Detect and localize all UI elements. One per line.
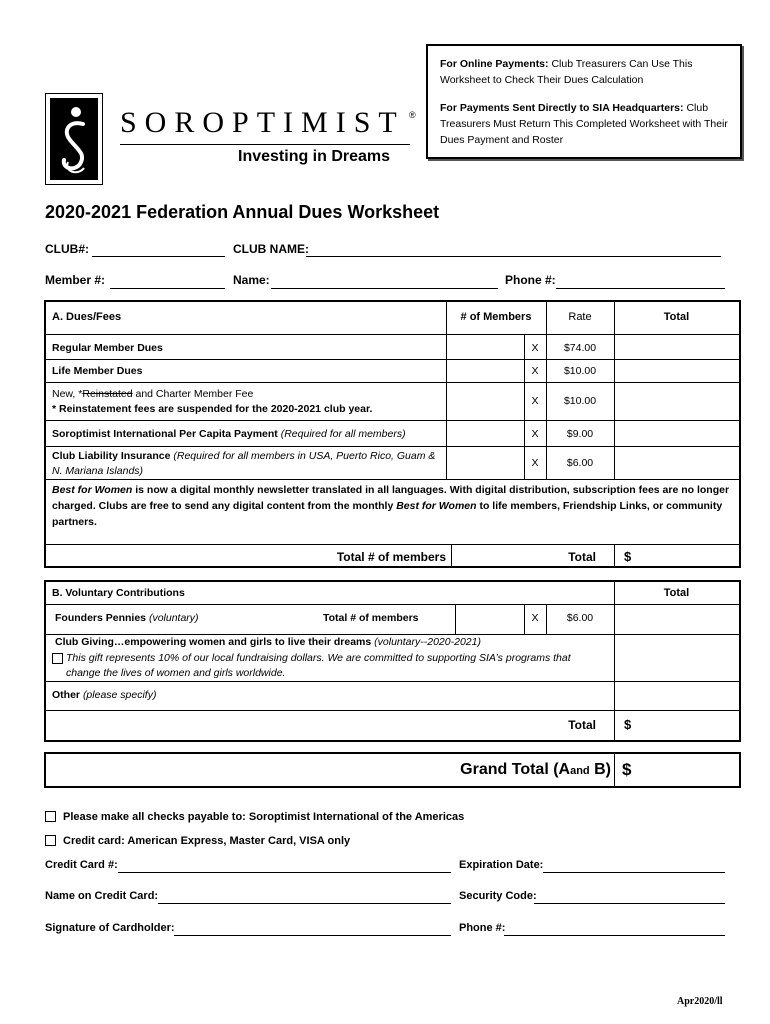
s-swirl-icon [50,98,100,182]
checks-checkbox[interactable] [45,811,56,822]
row-per-capita-rate: $9.00 [566,428,594,440]
col-rate-header: Rate [568,311,592,323]
row-per-capita-x: X [531,428,539,440]
founders-pennies-label: Founders Pennies (voluntary) [55,612,199,624]
row-liability-rate: $6.00 [566,457,594,469]
section-b-total-label: Total [568,718,596,732]
section-b-total-header: Total [663,587,690,599]
club-name-label: CLUB NAME: [233,242,309,256]
grand-total-label: Grand Total (Aand B) [460,761,611,778]
expiration-field[interactable] [543,872,725,873]
phone-label: Phone #: [505,273,556,287]
club-number-field[interactable] [92,256,225,257]
brand-name: SOROPTIMIST [120,106,405,139]
row-regular-dues-total-input[interactable] [615,335,739,359]
section-a-total-label: Total [568,550,596,564]
row-liability-members-input[interactable] [447,447,524,479]
row-life-dues-label: Life Member Dues [52,365,143,377]
section-a-header: A. Dues/Fees [52,311,122,323]
member-number-label: Member #: [45,273,106,287]
row-life-dues-total-input[interactable] [615,360,739,382]
founders-x: X [531,612,539,624]
page-title: 2020-2021 Federation Annual Dues Worksheet [45,202,440,222]
row-per-capita-label: Soroptimist International Per Capita Payment (Required for all members) [52,428,406,440]
row-liability-x: X [531,457,539,469]
row-life-dues-members-input[interactable] [447,360,524,382]
col-members-header: # of Members [460,311,532,323]
signature-field[interactable] [174,935,451,936]
newsletter-notice: Best for Women is now a digital monthly newsletter translated in all languages. With digital distribution, subscription fees are no longer charged. Clubs are free to send any digital content from the monthly Best for Women to life members, Friendship Links, or community partners. [52,484,730,528]
phone-field[interactable] [556,288,725,289]
section-b-header: B. Voluntary Contributions [52,587,185,599]
dues-fees-table [44,300,741,568]
cc-number-label: Credit Card #: [45,859,118,871]
row-regular-dues-label: Regular Member Dues [52,342,163,354]
row-life-dues-x: X [531,365,539,377]
row-liability-total-input[interactable] [615,447,739,479]
voluntary-contributions-table [44,580,741,742]
security-code-label: Security Code: [459,890,537,902]
signature-label: Signature of Cardholder: [45,922,175,934]
club-name-field[interactable] [306,256,721,257]
registered-mark: ® [409,110,416,120]
expiration-label: Expiration Date: [459,859,544,871]
row-new-member-total-input[interactable] [615,383,739,420]
club-giving-gift-text: This gift represents 10% of our local fundraising dollars. We are committed to supporting SIA’s programs that change the lives of women and girls worldwide. [66,652,571,679]
row-regular-dues-rate: $74.00 [563,342,597,354]
club-giving-label: Club Giving…empowering women and girls to live their dreams (voluntary--2020-2021) [55,636,481,648]
security-code-field[interactable] [534,903,725,904]
section-a-total-dollar[interactable]: $ [624,549,632,564]
credit-card-label: Credit card: American Express, Master Card, VISA only [63,835,351,847]
founders-rate: $6.00 [566,612,594,624]
cardholder-phone-field[interactable] [504,935,725,936]
section-b-total-dollar[interactable]: $ [624,717,632,732]
row-new-member-x: X [531,395,539,407]
row-per-capita-total-input[interactable] [615,421,739,446]
row-per-capita-members-input[interactable] [447,421,524,446]
row-new-member-note: * Reinstatement fees are suspended for the 2020-2021 club year. [52,403,373,415]
online-payments-text: Club Treasurers Can Use This Worksheet to Check Their Dues Calculation [440,58,693,86]
member-number-field[interactable] [110,288,225,289]
name-label: Name: [233,273,270,287]
other-total-input[interactable] [615,682,739,710]
soroptimist-logo [45,93,103,185]
col-total-header: Total [663,311,690,323]
club-number-label: CLUB#: [45,242,89,256]
brand-tagline: Investing in Dreams [238,148,391,165]
checks-label: Please make all checks payable to: Soroptimist International of the Americas [63,811,465,823]
founders-total-input[interactable] [615,605,739,634]
name-field[interactable] [271,288,498,289]
other-label: Other (please specify) [52,689,157,701]
row-life-dues-rate: $10.00 [563,365,597,377]
credit-card-checkbox[interactable] [45,835,56,846]
cc-number-field[interactable] [118,872,451,873]
cardholder-phone-label: Phone #: [459,922,506,934]
grand-total-box [44,752,741,788]
payment-info-box [426,44,742,159]
club-giving-total-input[interactable] [615,635,739,681]
name-on-card-field[interactable] [158,903,451,904]
club-giving-checkbox[interactable] [52,653,63,664]
grand-total-dollar[interactable]: $ [622,760,632,779]
name-on-card-label: Name on Credit Card: [45,890,159,902]
direct-payments-text: Club Treasurers Must Return This Completed Worksheet with Their Dues Payment and Roster [440,102,728,146]
row-liability-label: Club Liability Insurance (Required for all members in USA, Puerto Rico, Guam & N. Mariana Islands) [52,450,436,477]
brand-divider [120,144,410,145]
footer-version-code: Apr2020/ll [677,996,723,1007]
founders-total-members-label: Total # of members [323,612,419,624]
founders-members-input[interactable] [456,605,524,634]
row-regular-dues-members-input[interactable] [447,335,524,359]
online-payments-label: For Online Payments: [440,58,549,70]
row-new-member-label: New, *Reinstated and Charter Member Fee [52,388,254,400]
row-regular-dues-x: X [531,342,539,354]
direct-payments-label: For Payments Sent Directly to SIA Headquarters: [440,102,684,114]
row-new-member-rate: $10.00 [563,395,597,407]
total-members-label: Total # of members [336,550,446,564]
row-new-member-members-input[interactable] [447,383,524,420]
